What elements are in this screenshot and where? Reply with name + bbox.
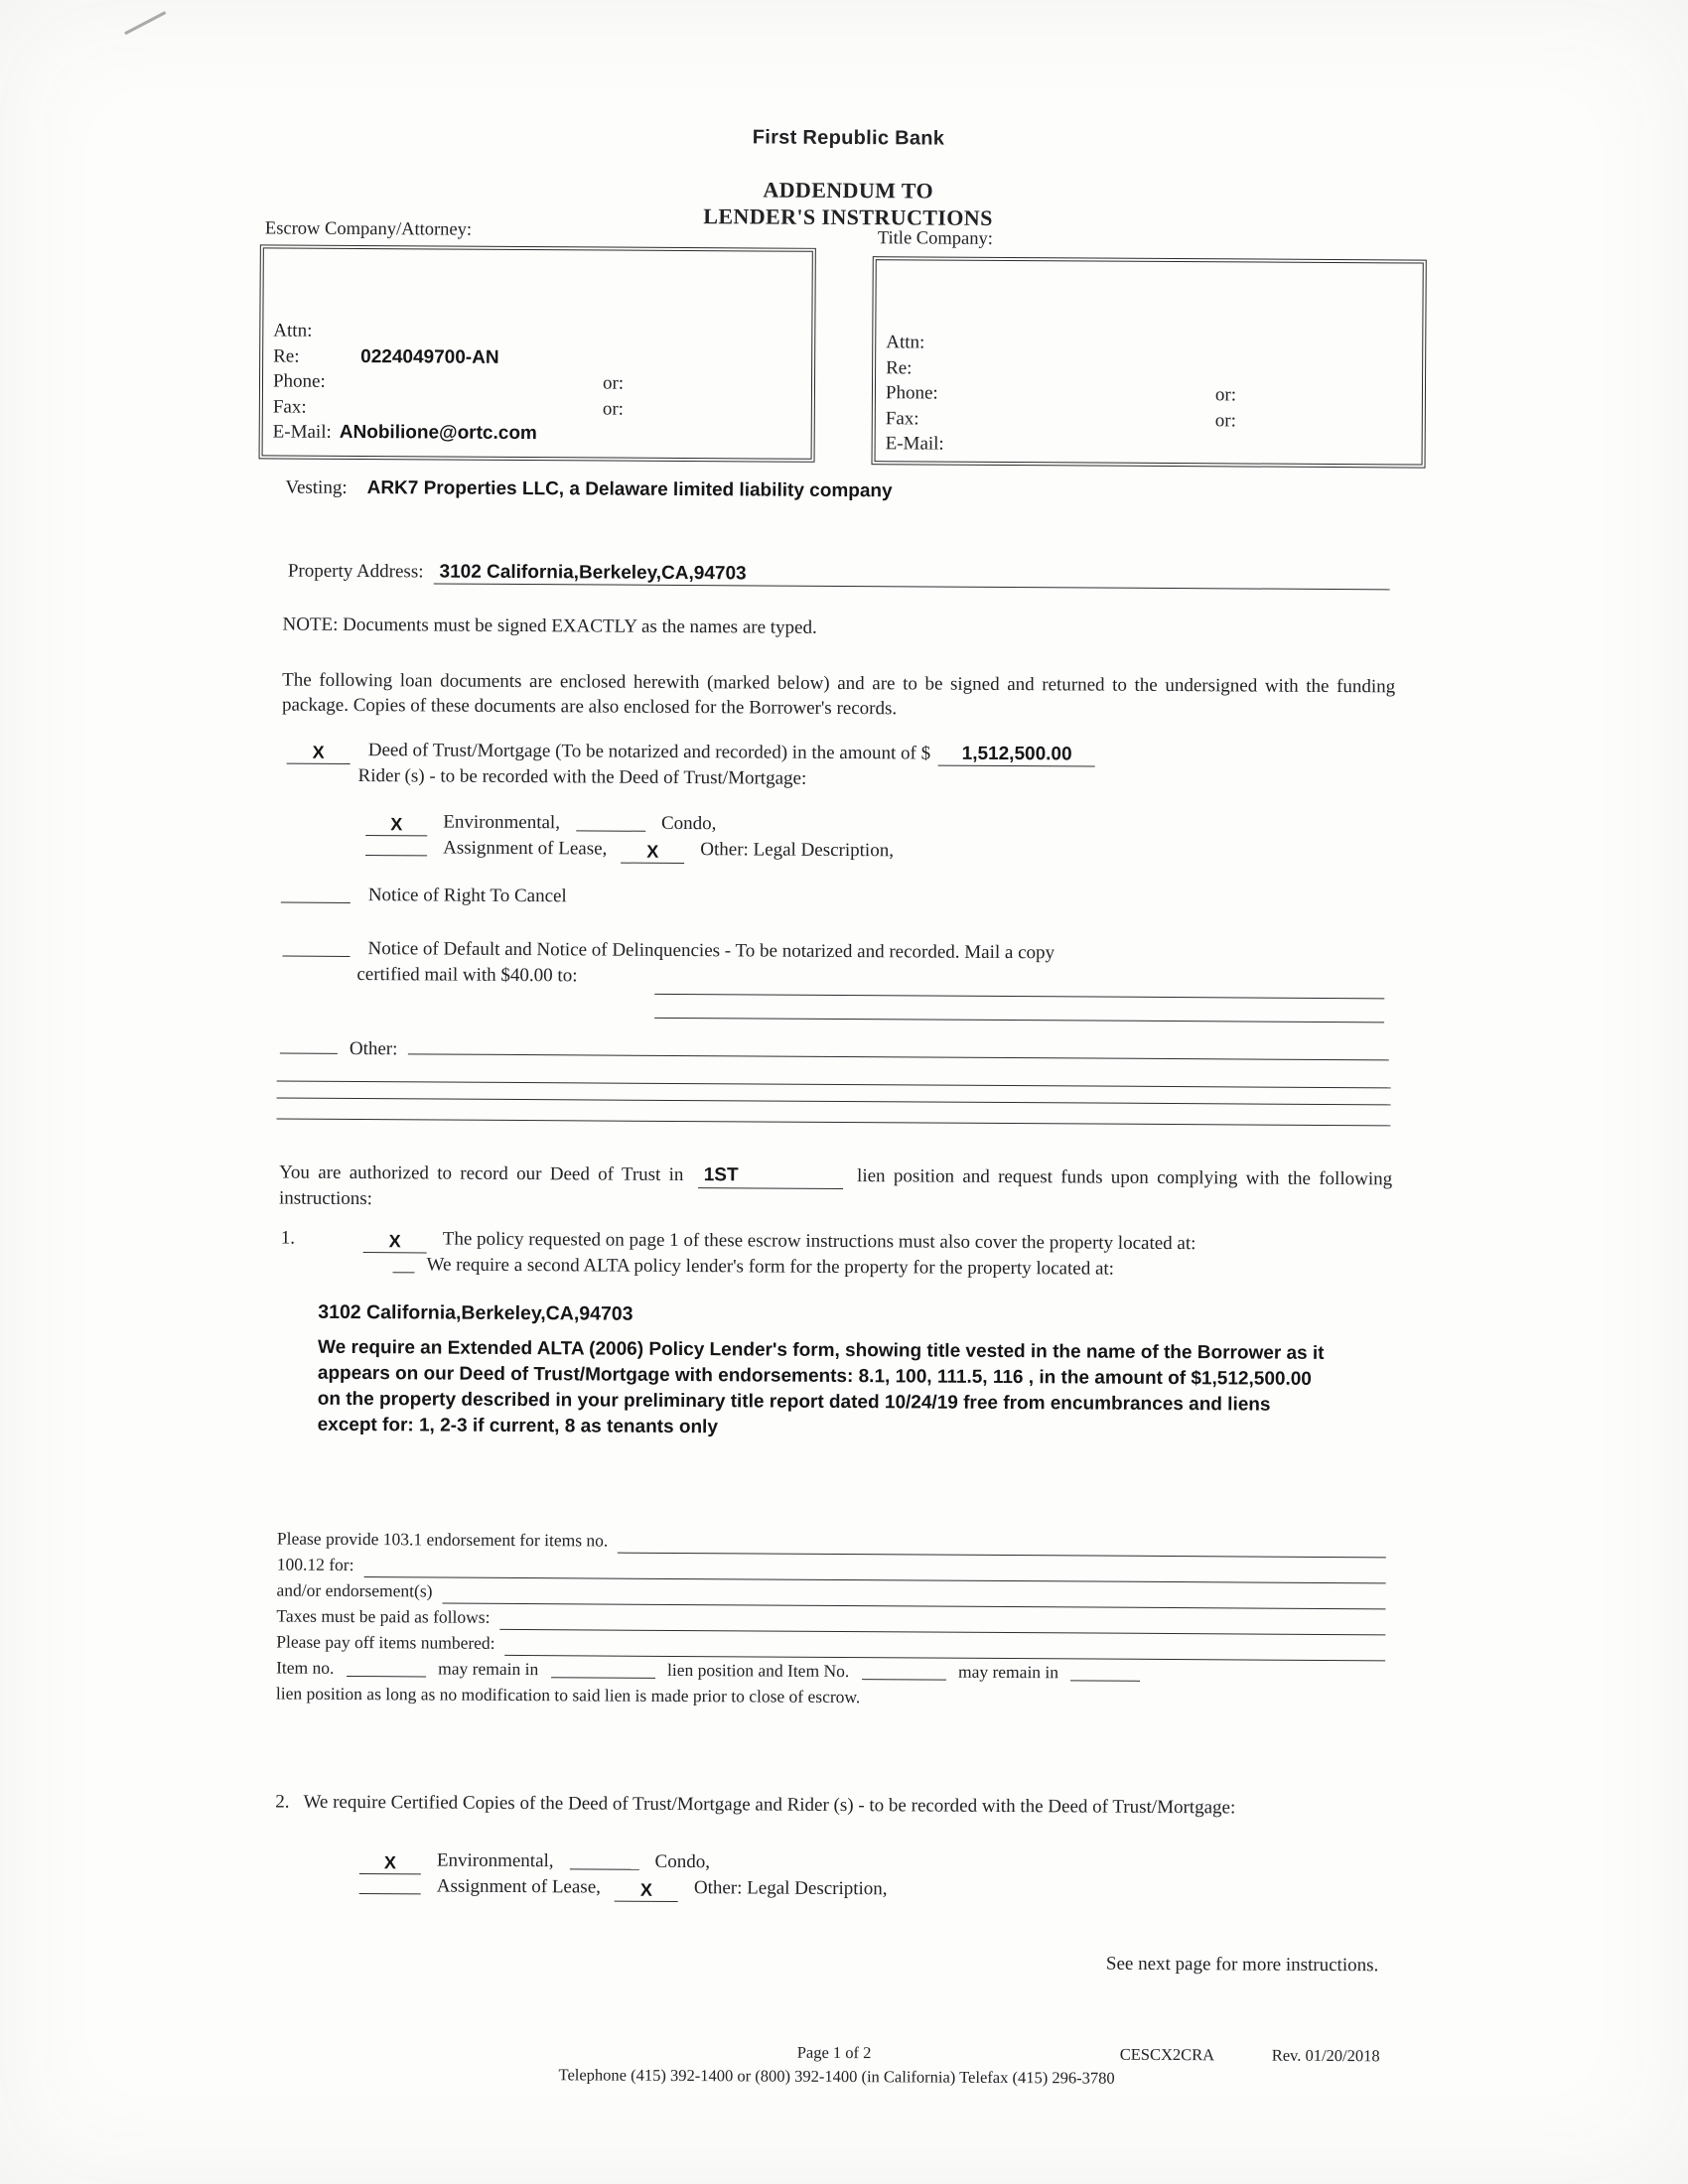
notice-default-line1: Notice of Default and Notice of Delinquencies - To be notarized and recorded. Mail a copy: [367, 938, 1055, 964]
phone-or-label: or:: [1214, 384, 1237, 406]
may-remain-label-2: may remain in: [957, 1661, 1059, 1683]
other-mark: X: [621, 842, 684, 864]
other-rider-label: Other: Legal Description,: [700, 839, 895, 862]
property-address-label: Property Address:: [287, 560, 424, 583]
re-label: Re:: [273, 344, 300, 367]
notice-cancel-label: Notice of Right To Cancel: [367, 885, 567, 907]
title-line-2: LENDER'S INSTRUCTIONS: [703, 204, 993, 230]
phone-or-label: or:: [602, 372, 625, 394]
rider-check-row-1: [365, 811, 716, 838]
item1-number: 1.: [280, 1227, 296, 1249]
property-address-row: [288, 561, 1390, 591]
andor-label: and/or endorsement(s): [276, 1579, 433, 1601]
rider-line: Rider (s) - to be recorded with the Deed of Trust/Mortgage:: [357, 765, 807, 789]
attn-label: Attn:: [273, 320, 313, 341]
payoff-label: Please pay off items numbered:: [276, 1631, 495, 1653]
authorization-paragraph: [279, 1160, 1392, 1218]
other-row: [280, 1035, 1389, 1067]
other-extra-line-2: [277, 1098, 1391, 1106]
item1-property-address: 3102 California,Berkeley,CA,94703: [318, 1300, 633, 1325]
deed-text: Deed of Trust/Mortgage (To be notarized and recorded) in the amount of $: [367, 740, 931, 764]
deed-check-row: [287, 740, 1096, 769]
escrow-info-box: [259, 244, 816, 462]
item1-line1: The policy requested on page 1 of these escrow instructions must also cover the property located at:: [442, 1228, 1196, 1255]
attn-label: Attn:: [886, 332, 925, 353]
fax-or-label: or:: [1214, 409, 1236, 431]
item2-other-mark: X: [615, 1880, 678, 1902]
title-line-1: ADDENDUM TO: [763, 177, 934, 204]
telephone-line: Telephone (415) 392-1400 or (800) 392-1400 (in California) Telefax (415) 296-3780: [558, 2065, 1115, 2088]
assignment-label: Assignment of Lease,: [443, 837, 608, 860]
escrow-email-row: [273, 419, 801, 448]
fax-label: Fax:: [885, 407, 919, 429]
lien-and-item-label: lien position and Item No.: [666, 1659, 850, 1682]
item-no-blank-4: [1070, 1663, 1140, 1681]
item2-check-row-1: [359, 1849, 710, 1876]
document-title: [4, 172, 1688, 235]
item2-condo-label: Condo,: [654, 1850, 711, 1873]
provide-103-label: Please provide 103.1 endorsement for items no.: [276, 1528, 609, 1551]
item2-row: [275, 1792, 1235, 1820]
item2-assignment-blank: [359, 1876, 421, 1894]
mail-address-line-2: [654, 1018, 1384, 1023]
deed-checkbox-mark: X: [287, 743, 351, 764]
title-re-row: [886, 355, 1412, 384]
fax-label: Fax:: [272, 395, 307, 418]
scan-artifact: [124, 11, 166, 35]
item-no-blank-1: [347, 1659, 426, 1677]
escrow-box-label: Escrow Company/Attorney:: [264, 218, 473, 240]
may-remain-label-1: may remain in: [438, 1658, 539, 1680]
notice-default-row: [282, 938, 1055, 965]
condo-label: Condo,: [660, 812, 717, 835]
title-attn-row: [886, 330, 1412, 358]
phone-label: Phone:: [272, 370, 326, 392]
title-fax-row: [886, 406, 1412, 435]
page-number: Page 1 of 2: [796, 2042, 872, 2063]
property-address-underline: [433, 561, 1389, 590]
rider-check-row-2: [365, 837, 894, 865]
item1-check-row: [363, 1228, 1196, 1258]
lien-position-value: 1ST: [698, 1162, 843, 1189]
escrow-email-value: ANobilione@ortc.com: [339, 421, 537, 445]
property-address-value: 3102 California,Berkeley,CA,94703: [439, 561, 747, 585]
form-code: CESCX2CRA: [1119, 2044, 1215, 2065]
fax-or-label: or:: [602, 398, 625, 420]
item-no-blank-2: [551, 1660, 655, 1679]
item2-environmental-mark: X: [359, 1852, 421, 1874]
escrow-attn-row: [273, 318, 801, 346]
item2-environmental-label: Environmental,: [436, 1849, 554, 1872]
condo-blank: [576, 813, 645, 831]
notice-default-blank: [282, 939, 350, 957]
assignment-blank: [365, 838, 427, 856]
alta-requirements-paragraph: We require an Extended ALTA (2006) Policy Lender's form, showing title vested in the name of the Borrower as it appears on our Deed of Trust/Mortgage with endorsements: 8.1, 100, 111.5, 116 , in the amount of $1,512,500.00 on the property described in your preliminary title report dated 10/24/19 free from encumbrances and liens except for: 1, 2-3 if current, 8 as tenants only: [317, 1336, 1325, 1438]
mail-address-line-1: [654, 994, 1384, 999]
email-label: E-Mail:: [272, 421, 332, 443]
item2-check-row-2: [359, 1875, 888, 1903]
see-next-page-note: See next page for more instructions.: [1105, 1953, 1379, 1977]
endorsements-block: [276, 1526, 1386, 1713]
escrow-phone-row: [273, 368, 801, 397]
vesting-value: ARK7 Properties LLC, a Delaware limited liability company: [366, 478, 893, 502]
vesting-row: [285, 478, 892, 503]
title-phone-row: [886, 380, 1412, 409]
escrow-fax-row: [273, 394, 801, 423]
notice-default-line2: certified mail with $40.00 to:: [356, 964, 578, 987]
deed-amount-value: 1,512,500.00: [938, 744, 1095, 767]
title-info-box: [872, 256, 1427, 468]
item1-line2-row: [393, 1254, 1115, 1280]
environmental-mark: X: [365, 814, 427, 836]
other-extra-line-1: [277, 1081, 1391, 1089]
lien-tail-line: lien position as long as no modification to said lien is made prior to close of escrow.: [275, 1683, 861, 1707]
bank-name: First Republic Bank: [752, 126, 945, 150]
other-underline: [407, 1035, 1389, 1060]
authorization-text-after: lien position and request funds upon complying with the following instructions:: [278, 1165, 1393, 1210]
title-email-row: [886, 431, 1412, 460]
taxes-label: Taxes must be paid as follows:: [276, 1605, 491, 1627]
phone-label: Phone:: [885, 382, 938, 404]
revision-date: Rev. 01/20/2018: [1271, 2045, 1380, 2066]
re-label: Re:: [886, 356, 913, 378]
item-no-blank-3: [862, 1662, 946, 1681]
item1-mark: X: [363, 1231, 427, 1253]
note-line: NOTE: Documents must be signed EXACTLY as the names are typed.: [282, 614, 817, 638]
vesting-label: Vesting:: [285, 477, 348, 498]
item-no-label: Item no.: [276, 1657, 335, 1678]
item2-condo-blank: [570, 1851, 639, 1869]
other-blank: [280, 1036, 338, 1054]
item1-line2: We require a second ALTA policy lender's form for the property for the property located at:: [426, 1254, 1115, 1280]
other-extra-line-3: [276, 1119, 1390, 1127]
item2-assignment-label: Assignment of Lease,: [436, 1875, 601, 1898]
title-box-label: Title Company:: [877, 228, 993, 249]
notice-right-cancel-row: [281, 885, 567, 908]
email-label: E-Mail:: [885, 433, 944, 455]
authorization-text-before: You are authorized to record our Deed of Trust in: [279, 1161, 684, 1186]
escrow-re-row: [273, 343, 801, 372]
item1-line2-blank: [393, 1255, 415, 1273]
item2-number: 2.: [275, 1791, 290, 1813]
item2-text: We require Certified Copies of the Deed of Trust/Mortgage and Rider (s) - to be recorded with the Deed of Trust/Mortgage:: [303, 1791, 1236, 1819]
for-100-12-label: 100.12 for:: [276, 1554, 354, 1574]
notice-cancel-blank: [281, 886, 351, 903]
environmental-label: Environmental,: [443, 811, 561, 834]
item2-other-label: Other: Legal Description,: [693, 1877, 888, 1900]
intro-paragraph: The following loan documents are enclosed herewith (marked below) and are to be signed and returned to the undersigned with the funding package. Copies of these documents are also enclosed for the Borrower's records.: [281, 669, 1396, 720]
escrow-reference-number: 0224049700-AN: [360, 345, 499, 368]
other-label: Other:: [349, 1037, 398, 1060]
